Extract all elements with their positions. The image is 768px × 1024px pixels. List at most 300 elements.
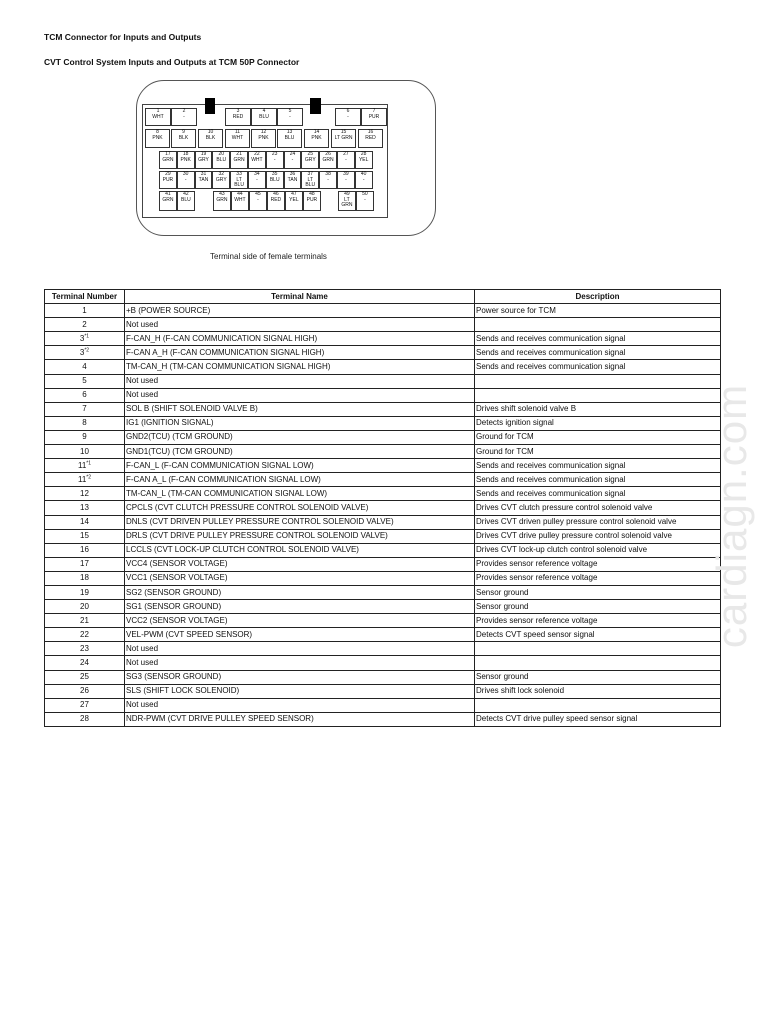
terminal-wire-color: PUR [162, 176, 174, 183]
terminal-number: 5 [82, 376, 87, 386]
terminal-description-cell [475, 656, 721, 670]
terminal-wire-color: - [364, 196, 366, 203]
connector-terminal-block [142, 104, 388, 218]
terminal-wire-color: BLK [205, 134, 216, 141]
terminal-wire-color: LT BLU [305, 176, 316, 188]
connector-lock-tab-left [205, 98, 215, 114]
table-row [45, 585, 721, 599]
connector-terminal [277, 108, 303, 126]
terminal-name-cell: SLS (SHIFT LOCK SOLENOID) [125, 684, 475, 698]
terminal-number-cell [45, 459, 125, 473]
terminal-wire-color: GRN [322, 156, 334, 163]
terminal-number: 16 [80, 545, 89, 555]
connector-terminal [284, 151, 302, 169]
connector-terminal [213, 191, 231, 211]
terminal-description-cell: Sensor ground [475, 585, 721, 599]
connector-diagram [136, 80, 436, 236]
terminal-wire-color: YEL [358, 156, 369, 163]
terminal-number-cell [45, 318, 125, 332]
terminal-description-cell: Provides sensor reference voltage [475, 571, 721, 585]
terminal-wire-color: PNK [152, 134, 163, 141]
table-row [45, 430, 721, 444]
terminal-number-cell [45, 614, 125, 628]
table-row [45, 360, 721, 374]
table-row [45, 698, 721, 712]
connector-terminal [177, 171, 195, 189]
terminal-pin-number: 37 [307, 171, 314, 177]
terminal-pin-number: 43 [219, 191, 225, 197]
connector-terminal [301, 171, 319, 189]
terminal-name-cell: F-CAN A_L (F-CAN COMMUNICATION SIGNAL LOW) [125, 473, 475, 487]
terminal-number: 1 [82, 305, 87, 315]
terminal-wire-color: PUR [368, 113, 380, 120]
terminal-pin-number: 33 [236, 171, 242, 177]
terminal-wire-color: TAN [287, 176, 298, 183]
terminal-wire-color: GRN [233, 156, 245, 163]
terminal-number-cell [45, 515, 125, 529]
table-row [45, 304, 721, 318]
terminal-number: 13 [80, 502, 89, 512]
terminal-name-cell: Not used [125, 388, 475, 402]
terminal-number-cell [45, 684, 125, 698]
terminal-pin-number: 23 [271, 151, 278, 157]
terminal-wire-color: RED [232, 113, 244, 120]
terminal-wire-color: BLU [259, 113, 269, 120]
connector-terminal [301, 151, 319, 169]
terminal-name-cell: GND1(TCU) (TCM GROUND) [125, 445, 475, 459]
terminal-number-cell [45, 473, 125, 487]
table-row [45, 473, 721, 487]
terminal-name-cell: DNLS (CVT DRIVEN PULLEY PRESSURE CONTROL SOLENOID VALVE) [125, 515, 475, 529]
terminal-wire-color: GRN [216, 196, 228, 203]
terminal-name-cell: DRLS (CVT DRIVE PULLEY PRESSURE CONTROL SOLENOID VALVE) [125, 529, 475, 543]
terminal-number: 2 [82, 319, 87, 329]
table-row [45, 501, 721, 515]
terminal-pin-number: 46 [273, 191, 279, 197]
terminal-name-cell: SG1 (SENSOR GROUND) [125, 600, 475, 614]
terminal-wire-color: WHT [152, 113, 164, 120]
terminal-number: 4 [82, 362, 87, 372]
terminal-wire-color: GRN [162, 156, 174, 163]
terminal-number-cell [45, 445, 125, 459]
terminal-pin-number: 26 [325, 151, 331, 157]
terminal-description-cell [475, 388, 721, 402]
connector-terminal [177, 191, 195, 211]
terminal-number-cell [45, 402, 125, 416]
terminal-number: 21 [80, 615, 89, 625]
terminal-number: 20 [80, 601, 89, 611]
table-row [45, 529, 721, 543]
terminal-number: 11 [77, 474, 87, 484]
terminal-number-cell [45, 571, 125, 585]
table-row [45, 459, 721, 473]
terminal-wire-color: BLK [178, 134, 189, 141]
terminal-pin-number: 34 [254, 171, 260, 177]
terminal-pin-number: 12 [260, 129, 267, 135]
terminal-number-cell [45, 585, 125, 599]
terminal-description-cell: Sends and receives communication signal [475, 473, 721, 487]
terminal-description-cell [475, 698, 721, 712]
terminal-number-cell [45, 543, 125, 557]
terminal-number: 15 [80, 531, 89, 541]
connector-terminal [225, 108, 251, 126]
terminal-pin-number: 8 [156, 129, 159, 135]
terminal-pin-number: 30 [182, 171, 189, 177]
terminal-description-cell: Sends and receives communication signal [475, 459, 721, 473]
terminal-wire-color: - [184, 176, 187, 183]
terminal-pin-number: 41 [165, 191, 171, 197]
table-row [45, 628, 721, 642]
connector-terminal [251, 108, 277, 126]
terminal-name-cell: Not used [125, 698, 475, 712]
terminal-name-cell: CPCLS (CVT CLUTCH PRESSURE CONTROL SOLENOID VALVE) [125, 501, 475, 515]
terminal-number-cell [45, 374, 125, 388]
terminal-number-cell [45, 346, 125, 360]
terminal-wire-color: - [289, 113, 291, 120]
terminal-number: 26 [80, 686, 89, 696]
connector-terminal [337, 151, 355, 169]
table-row [45, 332, 721, 346]
terminal-wire-color: - [327, 176, 329, 183]
terminal-number-cell [45, 501, 125, 515]
terminal-number-cell [45, 628, 125, 642]
section-heading: CVT Control System Inputs and Outputs at TCM 50P Connector [44, 57, 300, 67]
terminal-pin-number: 1 [156, 108, 160, 114]
terminal-pin-number: 38 [325, 171, 331, 177]
terminal-number: 8 [82, 418, 87, 428]
connector-terminal [195, 151, 213, 169]
connector-terminal [266, 171, 284, 189]
connector-terminal [355, 151, 373, 169]
terminal-description-cell: Detects CVT speed sensor signal [475, 628, 721, 642]
terminal-number-cell [45, 642, 125, 656]
terminal-wire-color: BLU [181, 196, 191, 203]
terminal-pin-number: 42 [183, 191, 189, 197]
terminal-pin-number: 2 [182, 108, 186, 114]
terminal-pin-number: 16 [367, 129, 374, 135]
connector-terminal [338, 191, 356, 211]
terminal-number: 11 [77, 460, 87, 470]
terminal-pin-number: 6 [346, 108, 350, 114]
terminal-name-cell: SOL B (SHIFT SOLENOID VALVE B) [125, 402, 475, 416]
connector-terminal [319, 151, 337, 169]
terminal-pin-number: 10 [207, 129, 214, 135]
table-row [45, 656, 721, 670]
terminal-pin-number: 35 [271, 171, 278, 177]
terminal-number-cell [45, 712, 125, 726]
terminal-pin-number: 40 [360, 171, 367, 177]
terminal-pin-number: 3 [236, 108, 240, 114]
terminal-name-cell: F-CAN_L (F-CAN COMMUNICATION SIGNAL LOW) [125, 459, 475, 473]
terminal-description-cell: Provides sensor reference voltage [475, 557, 721, 571]
connector-terminal [159, 171, 177, 189]
terminal-name-cell: IG1 (IGNITION SIGNAL) [125, 416, 475, 430]
connector-terminal [267, 191, 285, 211]
connector-terminal [248, 171, 266, 189]
terminal-description-cell: Ground for TCM [475, 445, 721, 459]
terminal-description-cell: Drives CVT clutch pressure control solenoid valve [475, 501, 721, 515]
connector-terminal [230, 151, 248, 169]
connector-terminal [171, 129, 196, 148]
terminal-name-cell: F-CAN_H (F-CAN COMMUNICATION SIGNAL HIGH) [125, 332, 475, 346]
connector-terminal [230, 171, 248, 189]
terminal-table [44, 289, 721, 727]
table-row [45, 557, 721, 571]
terminal-wire-color: - [362, 176, 365, 183]
terminal-wire-color: - [347, 113, 349, 120]
terminal-description-cell: Detects CVT drive pulley speed sensor signal [475, 712, 721, 726]
terminal-description-cell: Drives shift lock solenoid [475, 684, 721, 698]
page-heading: TCM Connector for Inputs and Outputs [44, 32, 202, 42]
terminal-number-cell [45, 698, 125, 712]
terminal-pin-number: 13 [286, 129, 293, 135]
terminal-number: 3 [79, 347, 85, 357]
terminal-wire-color: PNK [180, 156, 191, 163]
table-row [45, 402, 721, 416]
column-header-terminal-name: Terminal Name [125, 290, 475, 304]
terminal-name-cell: NDR-PWM (CVT DRIVE PULLEY SPEED SENSOR) [125, 712, 475, 726]
terminal-pin-number: 32 [218, 171, 225, 177]
table-row [45, 543, 721, 557]
table-row [45, 684, 721, 698]
table-row [45, 670, 721, 684]
terminal-description-cell: Ground for TCM [475, 430, 721, 444]
terminal-description-cell [475, 318, 721, 332]
terminal-number-cell [45, 656, 125, 670]
table-row [45, 374, 721, 388]
connector-terminal [335, 108, 361, 126]
terminal-name-cell: GND2(TCU) (TCM GROUND) [125, 430, 475, 444]
connector-terminal [303, 191, 321, 211]
terminal-number-cell [45, 430, 125, 444]
connector-terminal [266, 151, 284, 169]
table-row [45, 515, 721, 529]
terminal-description-cell: Sensor ground [475, 670, 721, 684]
terminal-number-cell [45, 304, 125, 318]
connector-terminal [195, 171, 213, 189]
terminal-description-cell: Drives CVT driven pulley pressure control solenoid valve [475, 515, 721, 529]
terminal-pin-number: 31 [200, 171, 207, 177]
terminal-number-cell [45, 529, 125, 543]
terminal-number: 12 [80, 488, 89, 498]
terminal-number-cell [45, 332, 125, 346]
table-header-row [45, 290, 721, 304]
table-row [45, 416, 721, 430]
terminal-number: 25 [80, 672, 89, 682]
terminal-wire-color: GRN [162, 196, 174, 203]
terminal-pin-number: 9 [182, 129, 185, 135]
table-row [45, 318, 721, 332]
terminal-wire-color: WHT [231, 134, 244, 141]
table-row [45, 614, 721, 628]
terminal-pin-number: 21 [236, 151, 242, 157]
terminal-pin-number: 22 [254, 151, 260, 157]
terminal-pin-number: 11 [234, 129, 241, 135]
terminal-pin-number: 4 [262, 108, 266, 114]
terminal-pin-number: 45 [255, 191, 261, 197]
table-row [45, 642, 721, 656]
terminal-pin-number: 19 [200, 151, 207, 157]
terminal-number: 10 [80, 446, 89, 456]
table-row [45, 346, 721, 360]
terminal-wire-color: YEL [289, 196, 299, 203]
connector-terminal [145, 108, 171, 126]
terminal-pin-number: 20 [218, 151, 225, 157]
terminal-name-cell: LCCLS (CVT LOCK-UP CLUTCH CONTROL SOLENOID VALVE) [125, 543, 475, 557]
terminal-number: 28 [80, 714, 89, 724]
terminal-pin-number: 49 [344, 191, 350, 197]
terminal-wire-color: RED [365, 134, 376, 141]
terminal-wire-color: PNK [311, 134, 322, 141]
connector-terminal [284, 171, 302, 189]
connector-terminal [198, 129, 223, 148]
terminal-wire-color: - [345, 156, 347, 163]
terminal-pin-number: 50 [362, 191, 368, 197]
connector-lock-tab-right [310, 98, 321, 114]
terminal-wire-color: PNK [258, 134, 269, 141]
table-row [45, 600, 721, 614]
terminal-name-cell: TM-CAN_H (TM-CAN COMMUNICATION SIGNAL HIGH) [125, 360, 475, 374]
terminal-description-cell: Power source for TCM [475, 304, 721, 318]
terminal-name-cell: Not used [125, 656, 475, 670]
terminal-pin-number: 18 [182, 151, 189, 157]
terminal-description-cell: Sends and receives communication signal [475, 487, 721, 501]
terminal-wire-color: BLU [216, 156, 227, 163]
terminal-description-cell: Sensor ground [475, 600, 721, 614]
terminal-name-cell: F-CAN A_H (F-CAN COMMUNICATION SIGNAL HIGH) [125, 346, 475, 360]
terminal-wire-color: LT GRN [334, 134, 353, 141]
terminal-description-cell: Sends and receives communication signal [475, 346, 721, 360]
connector-terminal [231, 191, 249, 211]
terminal-number-cell [45, 487, 125, 501]
connector-terminal [358, 129, 383, 148]
connector-terminal [304, 129, 329, 148]
terminal-description-cell: Drives CVT drive pulley pressure control solenoid valve [475, 529, 721, 543]
terminal-number-cell [45, 388, 125, 402]
terminal-number-cell [45, 416, 125, 430]
connector-terminal [171, 108, 197, 126]
terminal-description-cell: Sends and receives communication signal [475, 332, 721, 346]
terminal-pin-number: 39 [343, 171, 349, 177]
terminal-pin-number: 36 [289, 171, 296, 177]
connector-terminal [319, 171, 337, 189]
terminal-number: 9 [82, 432, 87, 442]
terminal-number: 17 [80, 559, 89, 569]
terminal-name-cell: Not used [125, 318, 475, 332]
table-row [45, 712, 721, 726]
terminal-wire-color: WHT [251, 156, 263, 163]
connector-terminal [159, 151, 177, 169]
connector-terminal [248, 151, 266, 169]
table-row [45, 487, 721, 501]
connector-terminal [277, 129, 302, 148]
terminal-wire-color: TAN [198, 176, 209, 183]
terminal-description-cell: Detects ignition signal [475, 416, 721, 430]
terminal-name-cell: VCC4 (SENSOR VOLTAGE) [125, 557, 475, 571]
terminal-wire-color: - [183, 113, 185, 120]
connector-terminal [285, 191, 303, 211]
terminal-number: 14 [80, 517, 89, 527]
terminal-wire-color: GRY [304, 156, 316, 163]
terminal-name-cell: TM-CAN_L (TM-CAN COMMUNICATION SIGNAL LOW) [125, 487, 475, 501]
terminal-description-cell [475, 642, 721, 656]
connector-terminal [355, 171, 373, 189]
terminal-name-cell: VCC2 (SENSOR VOLTAGE) [125, 614, 475, 628]
terminal-wire-color: BLU [269, 176, 280, 183]
terminal-name-cell: SG2 (SENSOR GROUND) [125, 585, 475, 599]
terminal-number: 18 [80, 573, 89, 583]
terminal-wire-color: RED [270, 196, 282, 203]
terminal-pin-number: 44 [237, 191, 243, 197]
terminal-number: 27 [80, 700, 89, 710]
terminal-number: 19 [80, 587, 89, 597]
terminal-description-cell: Sends and receives communication signal [475, 360, 721, 374]
table-row [45, 445, 721, 459]
terminal-number-cell [45, 360, 125, 374]
diagram-caption: Terminal side of female terminals [210, 252, 327, 261]
terminal-number: 23 [80, 643, 89, 653]
connector-terminal [212, 171, 230, 189]
terminal-wire-color: LT BLU [234, 176, 244, 188]
terminal-pin-number: 47 [291, 191, 297, 197]
terminal-name-cell: SG3 (SENSOR GROUND) [125, 670, 475, 684]
terminal-wire-color: - [291, 156, 294, 163]
terminal-pin-number: 5 [288, 108, 292, 114]
terminal-wire-color: WHT [234, 196, 246, 203]
connector-terminal [251, 129, 276, 148]
connector-terminal [249, 191, 267, 211]
column-header-terminal-number: Terminal Number [45, 290, 125, 304]
connector-terminal [145, 129, 170, 148]
terminal-wire-color: - [345, 176, 347, 183]
terminal-footnote-marker: *2 [84, 347, 90, 354]
terminal-pin-number: 7 [372, 108, 376, 114]
connector-terminal [177, 151, 195, 169]
terminal-description-cell: Provides sensor reference voltage [475, 614, 721, 628]
terminal-description-cell: Drives shift solenoid valve B [475, 402, 721, 416]
column-header-description: Description [475, 290, 721, 304]
terminal-pin-number: 29 [165, 171, 171, 177]
terminal-number: 3 [79, 333, 85, 343]
connector-terminal [337, 171, 355, 189]
terminal-number: 7 [82, 404, 87, 414]
table-row [45, 571, 721, 585]
table-row [45, 388, 721, 402]
terminal-wire-color: GRY [198, 156, 209, 163]
terminal-description-cell: Drives CVT lock-up clutch control solenoid valve [475, 543, 721, 557]
terminal-wire-color: - [256, 176, 258, 183]
terminal-pin-number: 24 [289, 151, 296, 157]
terminal-number: 6 [82, 390, 87, 400]
terminal-number: 24 [80, 657, 89, 667]
watermark [690, 372, 768, 672]
connector-terminal [356, 191, 374, 211]
terminal-description-cell [475, 374, 721, 388]
terminal-name-cell: Not used [125, 642, 475, 656]
terminal-name-cell: Not used [125, 374, 475, 388]
terminal-wire-color: BLU [284, 134, 295, 141]
terminal-wire-color: LT GRN [341, 196, 353, 208]
connector-terminal [212, 151, 230, 169]
terminal-name-cell: VCC1 (SENSOR VOLTAGE) [125, 571, 475, 585]
connector-terminal [159, 191, 177, 211]
terminal-number-cell [45, 557, 125, 571]
connector-terminal [361, 108, 387, 126]
terminal-pin-number: 28 [360, 151, 367, 157]
terminal-name-cell: +B (POWER SOURCE) [125, 304, 475, 318]
terminal-pin-number: 48 [309, 191, 315, 197]
terminal-number: 22 [80, 629, 89, 639]
